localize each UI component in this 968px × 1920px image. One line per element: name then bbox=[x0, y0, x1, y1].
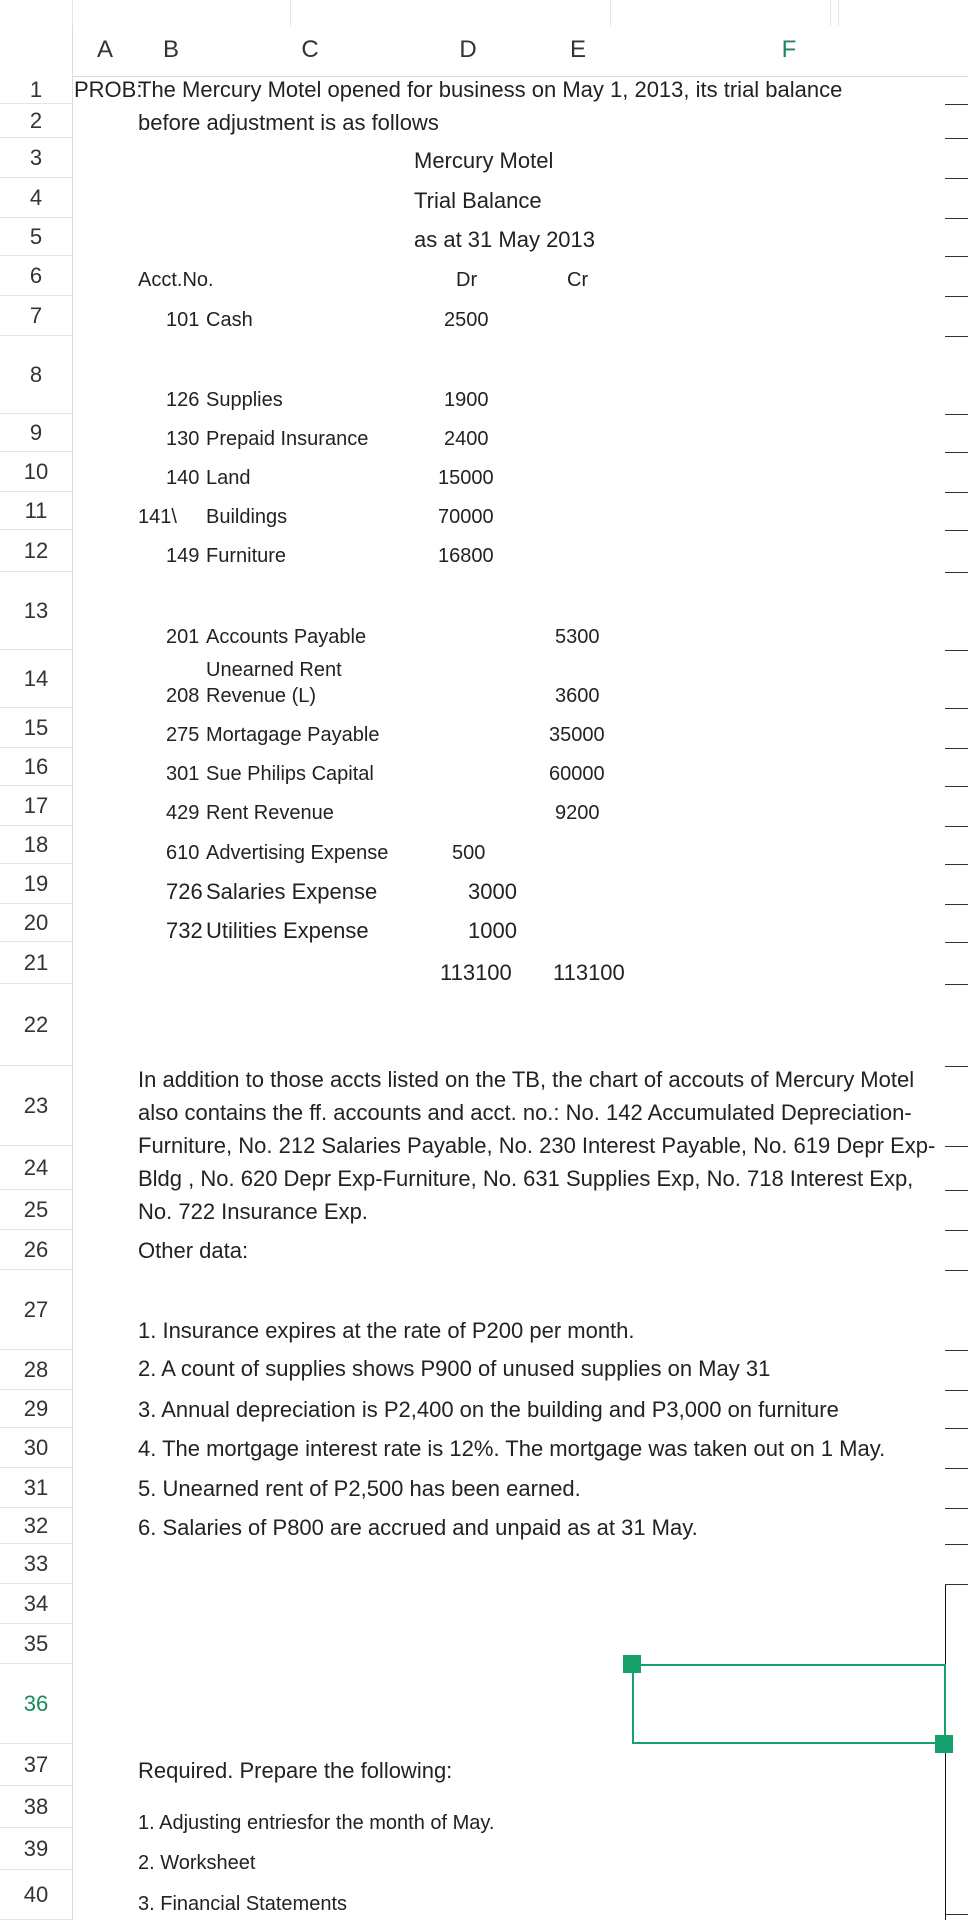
gridline bbox=[945, 1190, 968, 1191]
tb-title-company[interactable]: Mercury Motel bbox=[414, 148, 554, 173]
gridline bbox=[945, 650, 968, 651]
gridline bbox=[945, 452, 968, 453]
other-data-item-6[interactable]: 6. Salaries of P800 are accrued and unpaid as at 31 May. bbox=[138, 1515, 698, 1540]
gridline bbox=[945, 218, 968, 219]
column-c[interactable]: C bbox=[301, 36, 319, 63]
acct-no[interactable]: 275 bbox=[166, 724, 200, 746]
acct-no[interactable]: 610 bbox=[166, 842, 200, 864]
other-data-item-2[interactable]: 2. A count of supplies shows P900 of unused supplies on May 31 bbox=[138, 1356, 771, 1381]
row-header-13[interactable] bbox=[0, 572, 73, 650]
gridline bbox=[945, 572, 968, 573]
select-all-corner[interactable] bbox=[0, 26, 73, 76]
row-number: 25 bbox=[23, 1197, 49, 1222]
row-number: 28 bbox=[23, 1357, 49, 1382]
acct-dr[interactable]: 15000 bbox=[438, 467, 494, 489]
acct-name[interactable]: Land bbox=[206, 467, 251, 489]
tb-title-name[interactable]: Trial Balance bbox=[414, 188, 542, 213]
row-header-4[interactable] bbox=[0, 178, 73, 218]
row-number: 20 bbox=[23, 910, 49, 935]
row-header-18[interactable] bbox=[0, 826, 73, 864]
gridline bbox=[945, 1390, 968, 1391]
cr-header[interactable]: Cr bbox=[567, 269, 589, 291]
acct-no[interactable]: 130 bbox=[166, 428, 200, 450]
toolbar-strip bbox=[0, 0, 968, 27]
row-header-16[interactable] bbox=[0, 748, 73, 786]
row-number: 39 bbox=[23, 1836, 49, 1861]
toolbar-segment bbox=[610, 0, 831, 26]
gridline bbox=[945, 178, 968, 179]
row-number: 33 bbox=[23, 1551, 49, 1576]
dr-header[interactable]: Dr bbox=[456, 269, 478, 291]
row-number: 27 bbox=[23, 1297, 49, 1322]
row-header-30[interactable] bbox=[0, 1428, 73, 1468]
row-number: 15 bbox=[23, 715, 49, 740]
acct-name[interactable]: Utilities Expense bbox=[206, 918, 369, 943]
row-header-12[interactable] bbox=[0, 530, 73, 572]
problem-line-1[interactable]: The Mercury Motel opened for business on May 1, 2013, its trial balance bbox=[138, 77, 843, 102]
row-header-40[interactable] bbox=[0, 1870, 73, 1920]
toolbar-segment bbox=[830, 0, 839, 26]
gridline bbox=[945, 984, 968, 985]
row-header-21[interactable] bbox=[0, 942, 73, 984]
acct-name[interactable]: Accounts Payable bbox=[206, 626, 367, 648]
gridline bbox=[945, 104, 968, 105]
other-data-item-5[interactable]: 5. Unearned rent of P2,500 has been earned. bbox=[138, 1476, 581, 1501]
acct-no[interactable]: 126 bbox=[166, 389, 200, 411]
selection-handle-top-left[interactable] bbox=[623, 1655, 641, 1673]
row-number: 7 bbox=[29, 303, 43, 328]
acct-no[interactable]: 101 bbox=[166, 309, 200, 331]
total-cr[interactable]: 113100 bbox=[553, 960, 625, 985]
gridline bbox=[945, 1230, 968, 1231]
row-number: 37 bbox=[23, 1752, 49, 1777]
row-number: 35 bbox=[23, 1631, 49, 1656]
acct-no-header[interactable]: Acct.No. bbox=[138, 269, 214, 291]
gridline bbox=[945, 708, 968, 709]
row-header-9[interactable] bbox=[0, 414, 73, 452]
gridline bbox=[945, 904, 968, 905]
acct-name[interactable]: Buildings bbox=[206, 506, 288, 528]
acct-name[interactable]: Supplies bbox=[206, 389, 283, 411]
acct-name[interactable]: Prepaid Insurance bbox=[206, 428, 369, 450]
gridline bbox=[945, 296, 968, 297]
row-header-6[interactable] bbox=[0, 256, 73, 296]
acct-name[interactable]: Sue Philips Capital bbox=[206, 763, 374, 785]
acct-name[interactable]: Revenue (L) bbox=[206, 685, 317, 707]
acct-no[interactable]: 201 bbox=[166, 626, 200, 648]
row-header-37[interactable] bbox=[0, 1744, 73, 1786]
row-number: 40 bbox=[23, 1882, 49, 1907]
row-header-11[interactable] bbox=[0, 492, 73, 530]
row-header-2[interactable] bbox=[0, 104, 73, 138]
row-number: 29 bbox=[23, 1396, 49, 1421]
gridline bbox=[945, 1146, 968, 1147]
row-number: 13 bbox=[23, 598, 49, 623]
row-number: 22 bbox=[23, 1012, 49, 1037]
row-header-17[interactable] bbox=[0, 786, 73, 826]
acct-dr[interactable]: 1900 bbox=[444, 389, 489, 411]
gridline bbox=[945, 1428, 968, 1429]
problem-line-2[interactable]: before adjustment is as follows bbox=[138, 110, 439, 135]
row-number: 31 bbox=[23, 1475, 49, 1500]
column-header bbox=[0, 26, 968, 77]
row-header-20[interactable] bbox=[0, 904, 73, 942]
acct-no[interactable]: 149 bbox=[166, 545, 200, 567]
row-header-8[interactable] bbox=[0, 336, 73, 414]
row-header-15[interactable] bbox=[0, 708, 73, 748]
row-number: 12 bbox=[23, 538, 49, 563]
row-header-35[interactable] bbox=[0, 1624, 73, 1664]
row-number: 2 bbox=[29, 108, 43, 133]
gridline bbox=[945, 414, 968, 415]
required-label[interactable]: Required. Prepare the following: bbox=[138, 1758, 453, 1783]
total-dr[interactable]: 113100 bbox=[440, 960, 512, 985]
acct-no[interactable]: 732 bbox=[166, 918, 203, 943]
acct-cr[interactable]: 5300 bbox=[555, 626, 600, 648]
acct-no[interactable]: 208 bbox=[166, 685, 200, 707]
acct-cr[interactable]: 3600 bbox=[555, 685, 600, 707]
gridline bbox=[945, 786, 968, 787]
other-data-label[interactable]: Other data: bbox=[138, 1238, 249, 1263]
gridline bbox=[945, 1544, 968, 1545]
row-header-24[interactable] bbox=[0, 1146, 73, 1190]
selection-handle-bottom-right[interactable] bbox=[935, 1735, 953, 1753]
acct-name[interactable]: Mortagage Payable bbox=[206, 724, 380, 746]
row-number: 26 bbox=[23, 1237, 49, 1262]
row-header-23[interactable] bbox=[0, 1066, 73, 1146]
row-number: 5 bbox=[29, 224, 43, 249]
row-number: 18 bbox=[23, 832, 49, 857]
gridline bbox=[945, 1508, 968, 1509]
row-header-38[interactable] bbox=[0, 1786, 73, 1828]
row-header-39[interactable] bbox=[0, 1828, 73, 1870]
row-header-32[interactable] bbox=[0, 1508, 73, 1544]
row-header-1[interactable] bbox=[0, 76, 73, 104]
row-number: 30 bbox=[23, 1435, 49, 1460]
toolbar-segment bbox=[72, 0, 291, 26]
row-number: 23 bbox=[23, 1093, 49, 1118]
gridline bbox=[945, 1270, 968, 1271]
column-a[interactable]: A bbox=[96, 36, 113, 63]
acct-dr[interactable]: 2400 bbox=[444, 428, 489, 450]
gridline bbox=[945, 1584, 968, 1585]
gridline bbox=[945, 530, 968, 531]
gridline bbox=[945, 748, 968, 749]
row-number: 38 bbox=[23, 1794, 49, 1819]
row-number: 11 bbox=[24, 498, 48, 523]
row-header-28[interactable] bbox=[0, 1350, 73, 1390]
row-number: 36 bbox=[23, 1691, 49, 1716]
acct-dr[interactable]: 500 bbox=[452, 842, 486, 864]
tb-title-date[interactable]: as at 31 May 2013 bbox=[414, 227, 596, 252]
toolbar-segment bbox=[0, 0, 73, 26]
row-header-33[interactable] bbox=[0, 1544, 73, 1584]
row-number: 21 bbox=[23, 950, 49, 975]
row-number: 1 bbox=[29, 77, 43, 102]
row-header-22[interactable] bbox=[0, 984, 73, 1066]
gridline bbox=[945, 864, 968, 865]
row-header-3[interactable] bbox=[0, 138, 73, 178]
acct-dr[interactable]: 3000 bbox=[468, 879, 517, 904]
acct-name[interactable]: Cash bbox=[206, 309, 253, 331]
row-header-5[interactable] bbox=[0, 218, 73, 256]
gridline bbox=[945, 1468, 968, 1469]
row-number: 3 bbox=[29, 145, 43, 170]
acct-cr[interactable]: 60000 bbox=[549, 763, 605, 785]
row-header-31[interactable] bbox=[0, 1468, 73, 1508]
acct-name[interactable]: Salaries Expense bbox=[206, 879, 378, 904]
acct-name[interactable]: Rent Revenue bbox=[206, 802, 334, 824]
row-header-25[interactable] bbox=[0, 1190, 73, 1230]
gridline bbox=[945, 492, 968, 493]
acct-dr[interactable]: 70000 bbox=[438, 506, 494, 528]
row-number: 17 bbox=[23, 793, 49, 818]
column-f[interactable]: F bbox=[781, 36, 797, 63]
gridline bbox=[945, 138, 968, 139]
row-header-34[interactable] bbox=[0, 1584, 73, 1624]
acct-no[interactable]: 140 bbox=[166, 467, 200, 489]
row-header-29[interactable] bbox=[0, 1390, 73, 1428]
acct-cr[interactable]: 9200 bbox=[555, 802, 600, 824]
acct-name[interactable]: Furniture bbox=[206, 545, 287, 567]
row-number: 16 bbox=[23, 754, 49, 779]
required-item-3[interactable]: 3. Financial Statements bbox=[138, 1893, 347, 1915]
gridline bbox=[945, 826, 968, 827]
gridline bbox=[945, 1914, 968, 1915]
gridline bbox=[945, 256, 968, 257]
required-item-2[interactable]: 2. Worksheet bbox=[138, 1852, 256, 1874]
acct-no[interactable]: 301 bbox=[166, 763, 200, 785]
row-header-26[interactable] bbox=[0, 1230, 73, 1270]
acct-no[interactable]: 141\ bbox=[138, 506, 177, 528]
row-number: 34 bbox=[23, 1591, 49, 1616]
acct-dr[interactable]: 16800 bbox=[438, 545, 494, 567]
column-d[interactable]: D bbox=[459, 36, 477, 63]
row-header-14[interactable] bbox=[0, 650, 73, 708]
acct-name-line1[interactable]: Unearned Rent bbox=[206, 659, 342, 681]
row-number: 9 bbox=[29, 420, 43, 445]
row-number: 6 bbox=[29, 263, 43, 288]
other-data-item-4[interactable]: 4. The mortgage interest rate is 12%. The mortgage was taken out on 1 May. bbox=[138, 1436, 886, 1461]
gridline bbox=[945, 1066, 968, 1067]
row-header-36[interactable] bbox=[0, 1664, 73, 1744]
gridline bbox=[945, 942, 968, 943]
row-header-10[interactable] bbox=[0, 452, 73, 492]
row-number: 32 bbox=[23, 1513, 49, 1538]
row-number: 14 bbox=[23, 666, 49, 691]
row-number: 8 bbox=[29, 362, 43, 387]
acct-dr[interactable]: 2500 bbox=[444, 309, 489, 331]
acct-name[interactable]: Advertising Expense bbox=[206, 842, 389, 864]
acct-dr[interactable]: 1000 bbox=[468, 918, 517, 943]
selected-cell[interactable] bbox=[632, 1664, 946, 1744]
toolbar-segment bbox=[290, 0, 611, 26]
column-e[interactable]: E bbox=[569, 36, 586, 63]
other-data-item-1[interactable]: 1. Insurance expires at the rate of P200 per month. bbox=[138, 1318, 635, 1343]
acct-cr[interactable]: 35000 bbox=[549, 724, 605, 746]
column-b[interactable]: B bbox=[162, 36, 179, 63]
row-header-7[interactable] bbox=[0, 296, 73, 336]
other-data-item-3[interactable]: 3. Annual depreciation is P2,400 on the building and P3,000 on furniture bbox=[138, 1397, 839, 1422]
row-header-27[interactable] bbox=[0, 1270, 73, 1350]
row-number: 10 bbox=[23, 459, 49, 484]
row-header-19[interactable] bbox=[0, 864, 73, 904]
gridline bbox=[945, 1350, 968, 1351]
row-number: 4 bbox=[29, 185, 43, 210]
additional-accounts-text[interactable]: In addition to those accts listed on the TB, the chart of accouts of Mercury Motel also contains the ff. accounts and acct. no.: No. 142 Accumulated Depreciation-Furniture, No. 212 Salaries Payable, No. 230 Interest Payable, No. 619 Depr Exp-Bldg , No. 620 Depr Exp-Furniture, No. 631 Supplies Exp, No. 718 Interest Exp, No. 722 Insurance Exp. bbox=[138, 1067, 936, 1224]
acct-no[interactable]: 726 bbox=[166, 879, 203, 904]
problem-label[interactable]: PROB: bbox=[74, 77, 143, 102]
acct-no[interactable]: 429 bbox=[166, 802, 200, 824]
row-number: 19 bbox=[23, 871, 49, 896]
required-item-1[interactable]: 1. Adjusting entriesfor the month of May. bbox=[138, 1812, 495, 1834]
gridline bbox=[945, 336, 968, 337]
row-number: 24 bbox=[23, 1155, 49, 1180]
